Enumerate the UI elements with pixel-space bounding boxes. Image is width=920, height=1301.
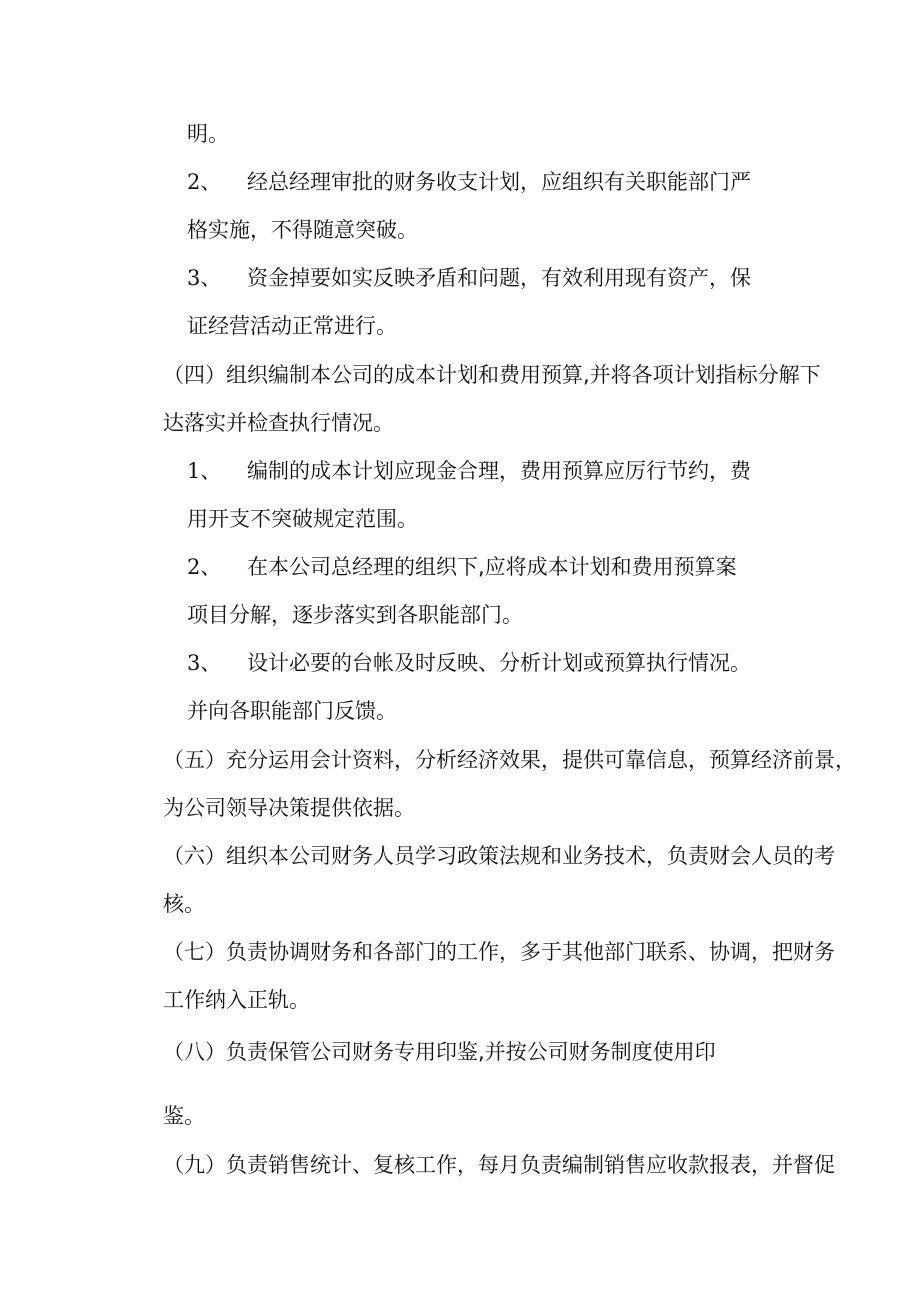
text-line: 鉴。	[163, 1104, 205, 1128]
section-heading: （五）充分运用会计资料，分析经济效果，提供可靠信息，预算经济前景，	[163, 748, 856, 772]
section-heading: （八）负责保管公司财务专用印鉴,并按公司财务制度使用印	[163, 1040, 716, 1064]
section-heading: （六）组织本公司财务人员学习政策法规和业务技术，负责财会人员的考	[163, 844, 835, 868]
text-line: 工作纳入正轨。	[163, 988, 310, 1012]
text-line: 为公司领导决策提供依据。	[163, 796, 415, 820]
section-heading: （七）负责协调财务和各部门的工作，多于其他部门联系、协调，把财务	[163, 940, 835, 964]
text-line: 编制的成本计划应现金合理，费用预算应厉行节约，费	[247, 459, 751, 483]
text-line: 在本公司总经理的组织下,应将成本计划和费用预算案	[247, 555, 737, 579]
text-line: 用开支不突破规定范围。	[187, 507, 418, 531]
text-line: 经总经理审批的财务收支计划，应组织有关职能部门严	[247, 170, 751, 194]
text-line: 明。	[187, 122, 229, 146]
item-number: 1、	[187, 459, 222, 483]
text-line: 格实施，不得随意突破。	[187, 218, 418, 242]
text-line: 设计必要的台帐及时反映、分析计划或预算执行情况。	[247, 651, 751, 675]
text-line: 证经营活动正常进行。	[187, 314, 397, 338]
item-number: 2、	[187, 555, 222, 579]
section-heading: （九）负责销售统计、复核工作，每月负责编制销售应收款报表，并督促	[163, 1153, 835, 1177]
item-number: 3、	[187, 266, 222, 290]
text-line: 项目分解，逐步落实到各职能部门。	[187, 603, 523, 627]
section-heading: （四）组织编制本公司的成本计划和费用预算,并将各项计划指标分解下	[163, 363, 821, 387]
text-line: 达落实并检查执行情况。	[163, 411, 394, 435]
item-number: 2、	[187, 170, 222, 194]
text-line: 核。	[163, 892, 205, 916]
text-line: 并向各职能部门反馈。	[187, 699, 397, 723]
item-number: 3、	[187, 651, 222, 675]
text-line: 资金掉要如实反映矛盾和问题，有效利用现有资产，保	[247, 266, 751, 290]
